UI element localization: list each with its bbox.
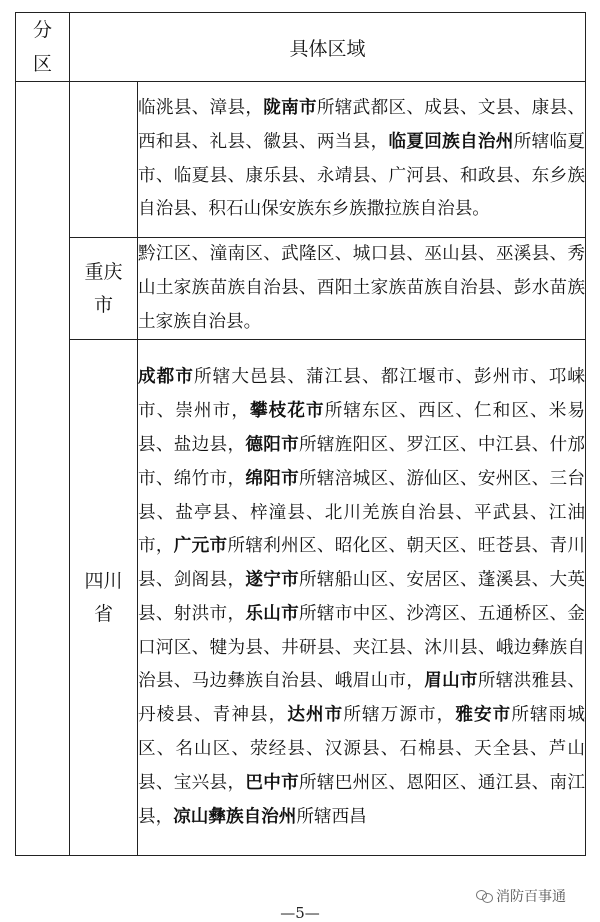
city-name: 陇南市 <box>263 97 317 118</box>
city-name: 临夏回族自治州 <box>388 131 514 152</box>
watermark-logo <box>476 886 566 906</box>
city-name: 遂宁市 <box>245 570 300 591</box>
area-text: 所辖临夏市、临夏县、康乐县、永靖县、广河县、和政县、东乡族自治县、积石山保安族东乡族撒拉族自治县。 <box>138 131 585 220</box>
wechat-icon <box>476 889 492 903</box>
city-name: 绵阳市 <box>245 468 300 489</box>
zone-cell <box>16 82 70 856</box>
area-text: 所辖市中区、沙湾区、五通桥区、金口河区、犍为县、井研县、夹江县、沐川县、峨边彝族自治县、马边彝族自治县、峨眉山市， <box>138 603 585 692</box>
province-label-line: 四川 <box>84 569 123 592</box>
area-cell <box>138 340 586 856</box>
area-text: 所辖万源市， <box>343 705 456 726</box>
city-name: 广元市 <box>173 536 228 557</box>
city-name: 达州市 <box>287 705 344 726</box>
area-text: 所辖船山区、安居区、蓬溪县、大英县、射洪市， <box>138 570 585 624</box>
area-text: 所辖利州区、昭化区、朝天区、旺苍县、青川县、剑阁县， <box>138 536 585 591</box>
province-label-line: 重庆 <box>84 260 123 283</box>
area-text: 所辖雨城区、名山区、荥经县、汉源县、石棉县、天全县、芦山县、宝兴县， <box>138 705 585 793</box>
area-text: 所辖巴州区、恩阳区、通江县、南江县， <box>138 772 585 827</box>
area-cell <box>138 238 586 340</box>
city-name: 德阳市 <box>245 434 300 455</box>
city-name: 凉山彝族自治州 <box>173 806 297 827</box>
table-row <box>16 238 586 340</box>
area-text: 所辖大邑县、蒲江县、都江堰市、彭州市、邛崃市、崇州市， <box>138 367 585 422</box>
watermark-text: 消防百事通 <box>496 889 566 905</box>
area-text: 黔江区、潼南区、武隆区、城口县、巫山县、巫溪县、秀山土家族苗族自治县、酉阳土家族苗族自治县、彭水苗族土家族自治县。 <box>138 244 585 332</box>
header-zone-cell <box>16 13 70 82</box>
city-name: 巴中市 <box>245 772 300 793</box>
city-name: 雅安市 <box>455 705 512 726</box>
city-name: 乐山市 <box>245 603 300 624</box>
province-label-line: 省 <box>93 602 113 625</box>
table-row <box>16 82 586 238</box>
area-text: 所辖东区、西区、仁和区、米易县、盐边县， <box>138 401 585 455</box>
area-text: 所辖西昌 <box>296 806 367 827</box>
province-cell <box>70 340 138 856</box>
table-row <box>16 340 586 856</box>
header-zone-line2: 区 <box>32 53 52 75</box>
province-cell <box>70 238 138 340</box>
area-text: 所辖洪雅县、丹棱县、青神县， <box>138 671 585 726</box>
city-name: 眉山市 <box>424 671 478 692</box>
province-label-line: 市 <box>93 293 113 316</box>
area-text: 所辖旌阳区、罗江区、中江县、什邡市、绵竹市， <box>138 434 585 489</box>
province-cell <box>70 82 138 238</box>
header-area-cell: 具体区域 <box>70 13 586 82</box>
city-name: 攀枝花市 <box>250 401 325 422</box>
region-table <box>15 12 586 856</box>
area-text: 所辖武都区、成县、文县、康县、西和县、礼县、徽县、两当县， <box>138 97 585 152</box>
area-text: 所辖涪城区、游仙区、安州区、三台县、盐亭县、梓潼县、北川羌族自治县、平武县、江油市， <box>138 468 585 557</box>
area-text: 临洮县、漳县， <box>138 97 264 118</box>
city-name: 成都市 <box>138 367 195 388</box>
table-header-row <box>16 13 586 82</box>
page-number: —5— <box>280 904 320 922</box>
area-cell <box>138 82 586 238</box>
header-zone-line1: 分 <box>32 19 52 41</box>
